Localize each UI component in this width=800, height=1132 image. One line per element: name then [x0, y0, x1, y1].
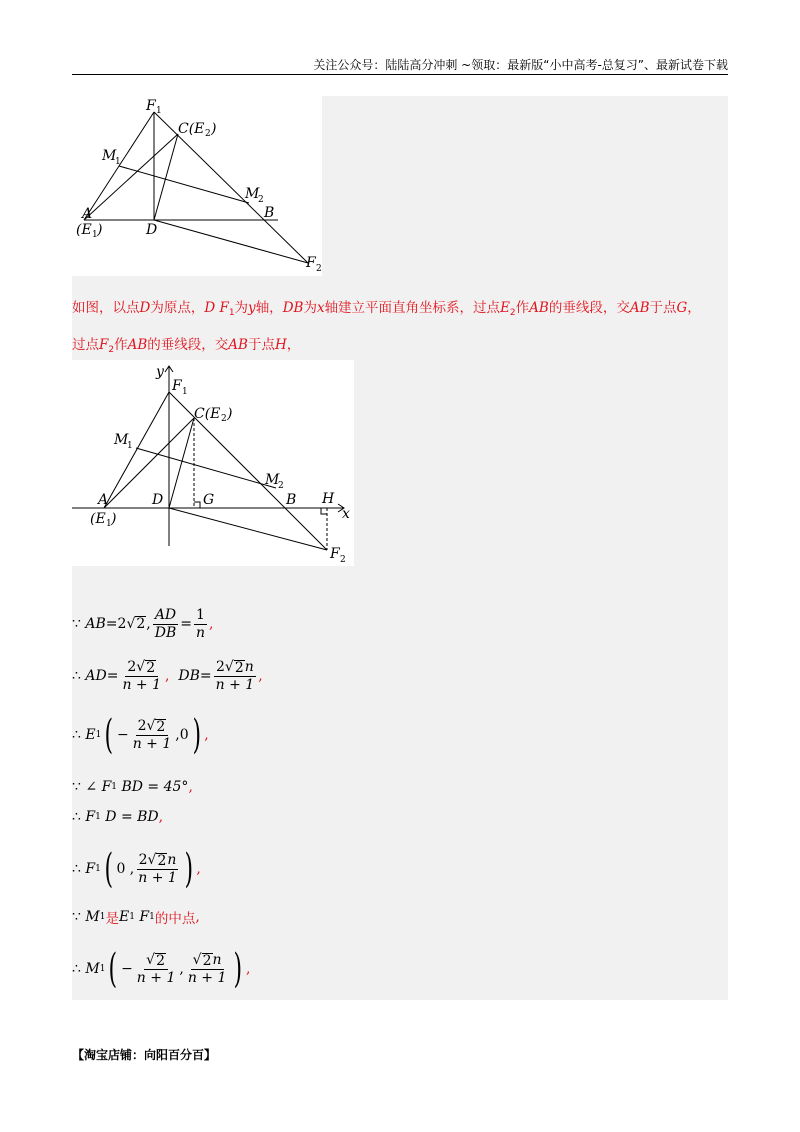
label-C: C(E — [178, 121, 205, 137]
label-F2: F — [306, 255, 316, 271]
label-D: D — [146, 222, 158, 238]
label-C-sub: 2 — [221, 414, 227, 424]
label-E1-close: ) — [111, 511, 117, 527]
label-C: C(E — [194, 406, 221, 422]
label-M2: M — [265, 472, 280, 488]
label-F1: F — [172, 378, 182, 394]
setup-line-2: 过点$F_2$作AB的垂线段，交AB于点H， — [72, 337, 301, 355]
label-F1-sub: 1 — [182, 387, 188, 397]
label-G: G — [203, 492, 215, 508]
page-header: 关注公众号：陆陆高分冲刺 ~领取：最新版“小中高考-总复习”、最新试卷下载 — [313, 58, 728, 72]
setup-line-1: 如图，以点D为原点，D $F_1$为y轴，DB为x轴建立平面直角坐标系，过点$E_2$作AB的垂线段，交AB于点G， — [72, 300, 701, 318]
label-M1-sub: 1 — [115, 157, 121, 167]
label-B: B — [264, 205, 275, 221]
label-D: D — [152, 492, 164, 508]
label-E1-close: ) — [97, 222, 103, 238]
label-M1-sub: 1 — [127, 441, 133, 451]
step-5: ∴ F 1 D = BD , — [72, 809, 164, 825]
figure-triangle-svg — [72, 96, 322, 276]
label-E1-sub: 1 — [92, 230, 98, 240]
header-rule — [72, 74, 728, 75]
label-H: H — [322, 491, 335, 507]
label-A: A — [98, 492, 109, 508]
label-M1: M — [102, 148, 117, 164]
label-E1: (E — [76, 222, 92, 238]
label-M2-sub: 2 — [258, 195, 264, 205]
label-F1-sub: 1 — [156, 106, 162, 116]
step-2: ∴ AD = 2√ 2 n + 1 , DB = 2√ 2 n n + 1 , — [72, 658, 263, 693]
label-E1-sub: 1 — [106, 519, 112, 529]
figure-triangle — [72, 96, 322, 276]
label-M2: M — [245, 186, 260, 202]
figure-coordinate — [72, 360, 354, 568]
label-M1: M — [114, 432, 129, 448]
label-M2-sub: 2 — [278, 481, 284, 491]
step-6: ∴ F 1 ( 0 , 2√ 2 n n + 1 ) , — [72, 846, 201, 892]
label-C-close: ) — [211, 121, 217, 137]
figure-coordinate-svg — [72, 360, 354, 568]
label-x-axis: x — [342, 506, 350, 522]
label-F2-sub: 2 — [340, 555, 346, 565]
label-B: B — [286, 492, 297, 508]
label-y-axis: y — [156, 364, 164, 380]
label-F2-sub: 2 — [316, 264, 322, 274]
step-3: ∴ E 1 ( − 2√ 2 n + 1 ,0 ) , — [72, 712, 209, 758]
setup-text — [72, 292, 732, 366]
label-F1: F — [146, 98, 156, 114]
label-F2: F — [330, 546, 340, 562]
label-A: A — [82, 206, 93, 222]
step-1: ∵ AB = 2 √ 2 , $\frac{AD}{DB}$ = $\frac{1}{n}$ , — [72, 606, 214, 641]
page-footer: 【淘宝店铺：向阳百分百】 — [72, 1048, 217, 1062]
step-7: ∵ M 1 是 E 1 F 1 的中点 , — [72, 909, 200, 927]
step-4: ∵ ∠ F 1 BD = 45° , — [72, 779, 193, 795]
step-8: ∴ M 1 ( − √ 2 n + 1 , √ 2 n n + 1 ) , — [72, 946, 251, 992]
label-C-close: ) — [227, 406, 233, 422]
label-C-sub: 2 — [205, 129, 211, 139]
label-E1: (E — [90, 511, 106, 527]
